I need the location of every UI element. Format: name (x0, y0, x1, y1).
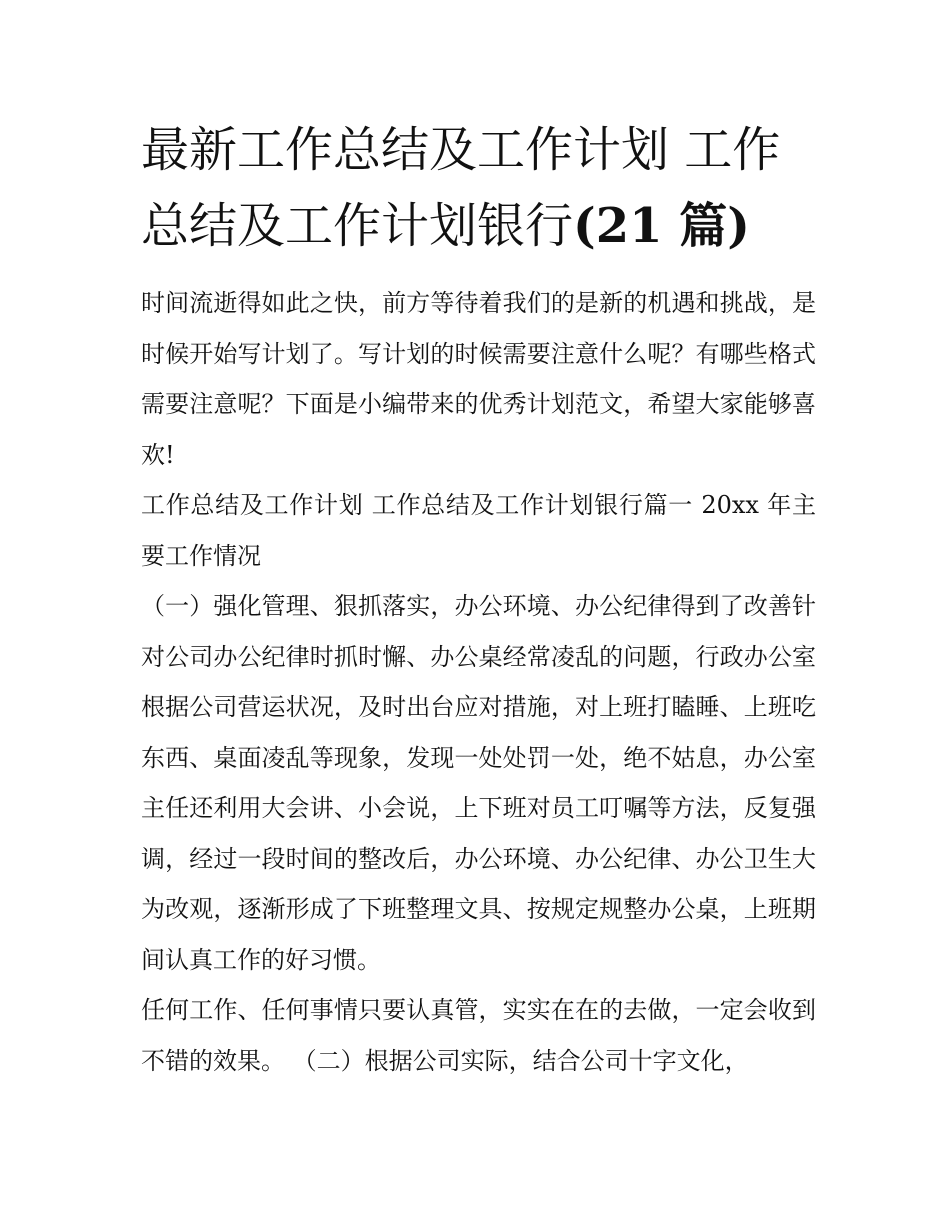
document-title (141, 112, 816, 264)
title-main: 最新工作总结及工作计划 工作总结及工作计划银行 (141, 122, 781, 254)
document-page (141, 112, 816, 1086)
paragraph-section-one: （一）强化管理、狠抓落实，办公环境、办公纪律得到了改善针对公司办公纪律时抓时懈、办公桌经常凌乱的问题，行政办公室根据公司营运状况，及时出台应对措施，对上班打瞌睡、上班吃东西、桌面凌乱等现象，发现一处处罚一处，绝不姑息，办公室主任还利用大会讲、小会说，上下班对员工叮嘱等方法，反复强调，经过一段时间的整改后，办公环境、办公纪律、办公卫生大为改观，逐渐形成了下班整理文具、按规定规整办公桌，上班期间认真工作的好习惯。 (141, 592, 816, 974)
paragraph-section-two: 任何工作、任何事情只要认真管，实实在在的去做，一定会收到不错的效果。 （二）根据公司实际，结合公司十字文化， (141, 996, 816, 1075)
paragraph-section-heading: 工作总结及工作计划 工作总结及工作计划银行篇一 20xx 年主要工作情况 (141, 491, 816, 570)
title-suffix: (21 篇) (573, 198, 750, 254)
paragraph-intro: 时间流逝得如此之快，前方等待着我们的是新的机遇和挑战，是时候开始写计划了。写计划的时候需要注意什么呢？有哪些格式需要注意呢？下面是小编带来的优秀计划范文，希望大家能够喜欢! (141, 289, 816, 469)
